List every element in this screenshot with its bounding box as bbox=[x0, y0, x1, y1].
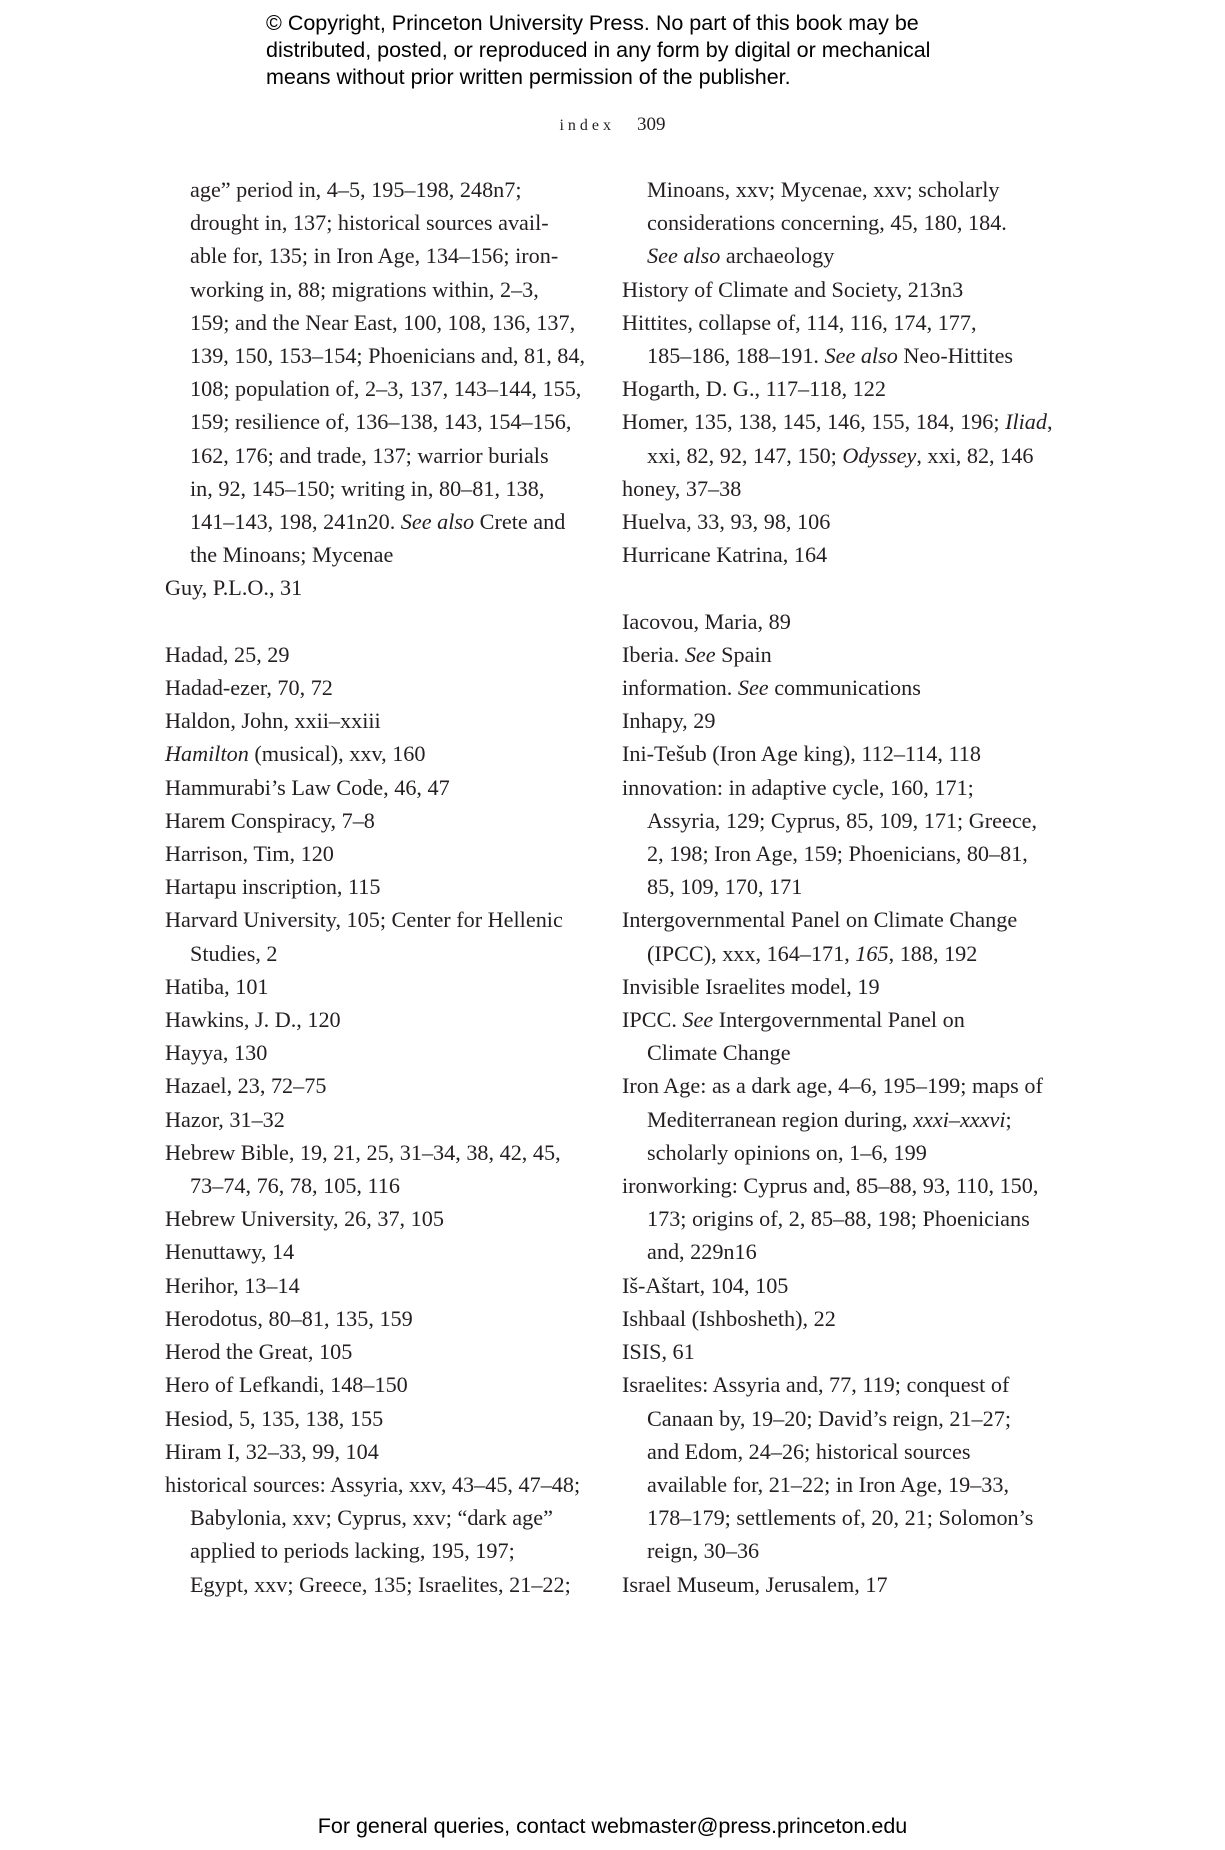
index-entry: Israel Museum, Jerusalem, 17 bbox=[622, 1571, 888, 1597]
index-entry: Hiram I, 32–33, 99, 104 bbox=[165, 1438, 379, 1464]
index-entry: Intergovernmental Panel on Climate Change bbox=[622, 907, 1018, 933]
index-entry: Hebrew University, 26, 37, 105 bbox=[165, 1206, 444, 1232]
index-entry-continuation: 141–143, 198, 241n20. See also Crete and bbox=[190, 509, 566, 535]
index-entry: Huelva, 33, 93, 98, 106 bbox=[622, 509, 831, 535]
index-entry-continuation: available for, 21–22; in Iron Age, 19–33, bbox=[647, 1471, 1010, 1497]
index-entry: Iacovou, Maria, 89 bbox=[622, 608, 791, 634]
index-entry: Guy, P.L.O., 31 bbox=[165, 575, 303, 601]
index-entry-continuation: Canaan by, 19–20; David’s reign, 21–27; bbox=[647, 1405, 1011, 1431]
index-entry-continuation: xxi, 82, 92, 147, 150; Odyssey, xxi, 82, 146 bbox=[647, 442, 1034, 468]
index-entry: Henuttawy, 14 bbox=[165, 1239, 295, 1265]
index-entry: Harem Conspiracy, 7–8 bbox=[165, 807, 375, 833]
index-entry-continuation: 108; population of, 2–3, 137, 143–144, 155, bbox=[190, 376, 582, 402]
index-entry: Hadad-ezer, 70, 72 bbox=[165, 675, 333, 701]
page-number: 309 bbox=[637, 114, 666, 135]
index-entry-continuation: the Minoans; Mycenae bbox=[190, 542, 394, 568]
index-entry: Harvard University, 105; Center for Hellenic bbox=[165, 907, 563, 933]
letter-group-gap bbox=[165, 605, 595, 638]
index-entry: ISIS, 61 bbox=[622, 1339, 695, 1365]
index-entry: Iš-Aštart, 104, 105 bbox=[622, 1272, 789, 1298]
index-entry-continuation: able for, 135; in Iron Age, 134–156; iron- bbox=[190, 243, 559, 269]
copyright-line: means without prior written permission of the publisher. bbox=[266, 65, 791, 89]
index-entry: Hesiod, 5, 135, 138, 155 bbox=[165, 1405, 384, 1431]
index-entry-continuation: age” period in, 4–5, 195–198, 248n7; bbox=[190, 177, 522, 202]
index-entry-continuation: and, 229n16 bbox=[647, 1239, 757, 1265]
index-entry-continuation: 159; and the Near East, 100, 108, 136, 137, bbox=[190, 309, 576, 335]
index-entry-continuation: 85, 109, 170, 171 bbox=[647, 874, 803, 900]
index-entry: Herod the Great, 105 bbox=[165, 1339, 353, 1365]
index-entry-continuation: Babylonia, xxv; Cyprus, xxv; “dark age” bbox=[190, 1505, 553, 1531]
index-entry-continuation: applied to periods lacking, 195, 197; bbox=[190, 1538, 515, 1564]
index-entry: Hazor, 31–32 bbox=[165, 1106, 285, 1132]
index-entry: Harrison, Tim, 120 bbox=[165, 841, 334, 867]
index-entry-continuation: 2, 198; Iron Age, 159; Phoenicians, 80–81, bbox=[647, 841, 1028, 867]
index-entry: historical sources: Assyria, xxv, 43–45, 47–48; bbox=[165, 1471, 581, 1497]
index-entry-continuation: 178–179; settlements of, 20, 21; Solomon’s bbox=[647, 1505, 1034, 1531]
index-entry: Hawkins, J. D., 120 bbox=[165, 1007, 341, 1033]
index-entry: Hadad, 25, 29 bbox=[165, 641, 290, 667]
index-column-left bbox=[165, 173, 595, 1601]
index-entry: Israelites: Assyria and, 77, 119; conquest of bbox=[622, 1372, 1010, 1398]
index-entry: History of Climate and Society, 213n3 bbox=[622, 276, 964, 302]
footer-contact: For general queries, contact webmaster@press.princeton.edu bbox=[317, 1814, 908, 1838]
index-entry: Hammurabi’s Law Code, 46, 47 bbox=[165, 774, 450, 800]
index-entry-continuation: Assyria, 129; Cyprus, 85, 109, 171; Greece, bbox=[647, 807, 1038, 833]
index-entry: Hazael, 23, 72–75 bbox=[165, 1073, 327, 1099]
index-entry-continuation: Studies, 2 bbox=[190, 940, 278, 966]
index-entry: Inhapy, 29 bbox=[622, 708, 716, 734]
index-entry: Herihor, 13–14 bbox=[165, 1272, 300, 1298]
index-entry: Hayya, 130 bbox=[165, 1040, 268, 1066]
copyright-notice bbox=[266, 10, 1026, 91]
letter-group-gap bbox=[622, 571, 1062, 604]
index-entry-continuation: reign, 30–36 bbox=[647, 1538, 760, 1564]
index-entry-continuation: Egypt, xxv; Greece, 135; Israelites, 21–22; bbox=[190, 1571, 571, 1597]
index-entry bbox=[165, 737, 595, 770]
running-head-label: index bbox=[559, 117, 616, 134]
index-entry: Hittites, collapse of, 114, 116, 174, 177, bbox=[622, 309, 977, 335]
index-entry: Herodotus, 80–81, 135, 159 bbox=[165, 1305, 413, 1331]
index-entry-continuation: 139, 150, 153–154; Phoenicians and, 81, 84, bbox=[190, 343, 586, 369]
index-entry: Hero of Lefkandi, 148–150 bbox=[165, 1372, 408, 1398]
italic-title: Hamilton bbox=[165, 741, 249, 767]
index-entry-continuation: Climate Change bbox=[647, 1040, 791, 1066]
index-entry-continuation: working in, 88; migrations within, 2–3, bbox=[190, 276, 539, 302]
index-entry-continuation: 173; origins of, 2, 85–88, 198; Phoenicians bbox=[647, 1206, 1030, 1232]
index-entry: Hogarth, D. G., 117–118, 122 bbox=[622, 376, 886, 402]
index-entry: Haldon, John, xxii–xxiii bbox=[165, 708, 381, 734]
index-entry-continuation: 185–186, 188–191. See also Neo-Hittites bbox=[647, 343, 1014, 369]
index-entry: Invisible Israelites model, 19 bbox=[622, 973, 880, 999]
index-entry-continuation: See also archaeology bbox=[647, 243, 835, 269]
index-entry-continuation: scholarly opinions on, 1–6, 199 bbox=[647, 1139, 927, 1165]
index-entry-text: (musical), xxv, 160 bbox=[248, 741, 426, 767]
index-entry: Hatiba, 101 bbox=[165, 973, 269, 999]
running-head bbox=[0, 114, 1225, 136]
index-entry: ironworking: Cyprus and, 85–88, 93, 110, 150, bbox=[622, 1173, 1039, 1199]
index-entry: Homer, 135, 138, 145, 146, 155, 184, 196; Iliad, bbox=[622, 409, 1053, 435]
index-entry: IPCC. See Intergovernmental Panel on bbox=[622, 1007, 965, 1033]
index-entry-continuation: (IPCC), xxx, 164–171, 165, 188, 192 bbox=[647, 940, 978, 966]
index-entry: Hebrew Bible, 19, 21, 25, 31–34, 38, 42, 45, bbox=[165, 1139, 561, 1165]
copyright-line: © Copyright, Princeton University Press. No part of this book may be bbox=[266, 11, 919, 35]
index-entry: Ini-Tešub (Iron Age king), 112–114, 118 bbox=[622, 741, 981, 767]
index-entry: Hurricane Katrina, 164 bbox=[622, 542, 828, 568]
index-entry-continuation: 162, 176; and trade, 137; warrior burials bbox=[190, 442, 549, 468]
index-entry-continuation: considerations concerning, 45, 180, 184. bbox=[647, 210, 1007, 236]
index-entry: Hartapu inscription, 115 bbox=[165, 874, 381, 900]
index-entry: information. See communications bbox=[622, 675, 921, 701]
index-entry-continuation: Mediterranean region during, xxxi–xxxvi; bbox=[647, 1106, 1012, 1132]
index-entry-continuation: Minoans, xxv; Mycenae, xxv; scholarly bbox=[647, 177, 1000, 202]
index-entry: innovation: in adaptive cycle, 160, 171; bbox=[622, 774, 974, 800]
index-entry-continuation: in, 92, 145–150; writing in, 80–81, 138, bbox=[190, 475, 545, 501]
index-entry-continuation: drought in, 137; historical sources avail- bbox=[190, 210, 549, 236]
index-entry: Iberia. See Spain bbox=[622, 641, 772, 667]
index-entry: honey, 37–38 bbox=[622, 475, 742, 501]
index-entry: Ishbaal (Ishbosheth), 22 bbox=[622, 1305, 836, 1331]
index-entry-continuation: and Edom, 24–26; historical sources bbox=[647, 1438, 971, 1464]
index-entry: Iron Age: as a dark age, 4–6, 195–199; maps of bbox=[622, 1073, 1043, 1099]
index-column-right bbox=[622, 173, 1062, 1601]
copyright-line: distributed, posted, or reproduced in any form by digital or mechanical bbox=[266, 38, 931, 62]
index-entry-continuation: 73–74, 76, 78, 105, 116 bbox=[190, 1173, 400, 1199]
index-entry-continuation: 159; resilience of, 136–138, 143, 154–156, bbox=[190, 409, 572, 435]
